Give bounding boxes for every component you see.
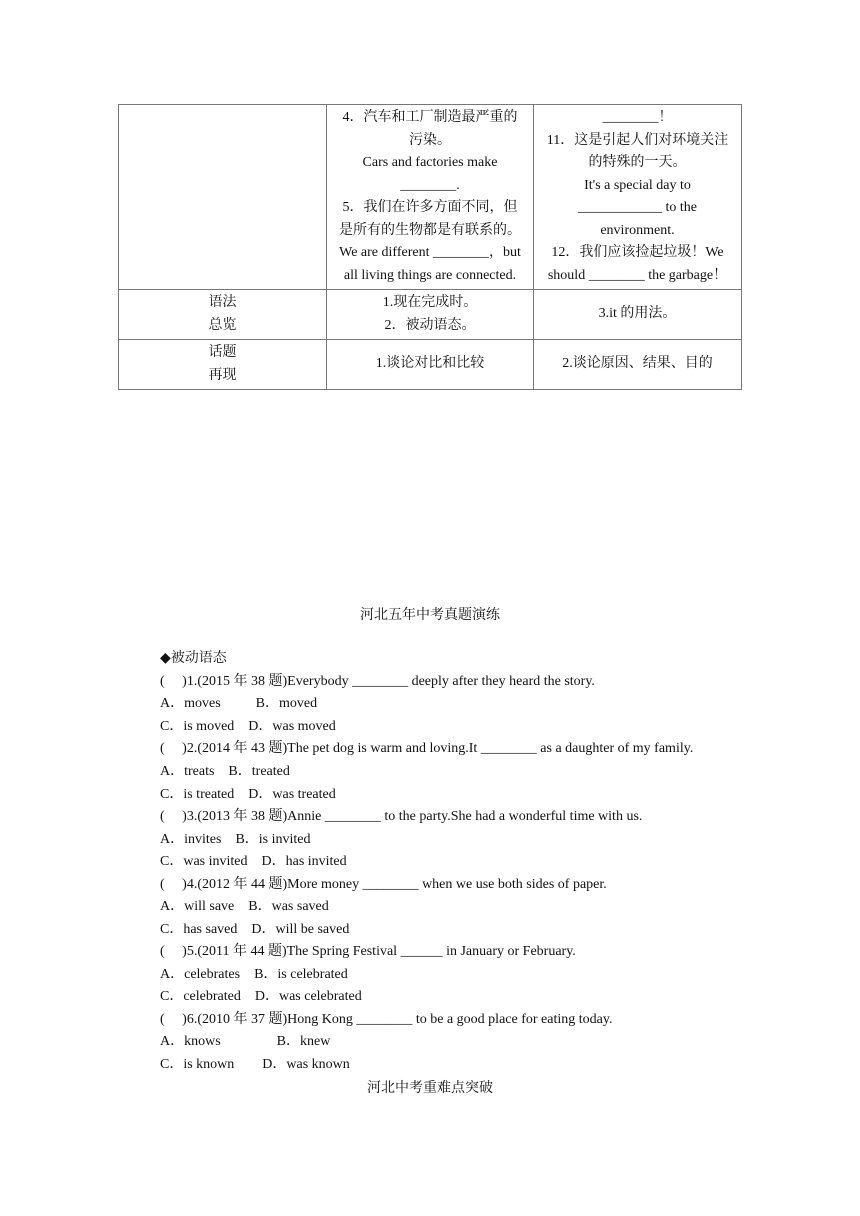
cell-line: environment.	[600, 222, 675, 238]
question-stem: ( )6.(2010 年 37 题)Hong Kong ________ to be a good place for eating today.	[160, 1012, 613, 1027]
cell-line: 2.谈论原因、结果、目的	[562, 356, 713, 372]
table-row	[119, 340, 742, 390]
cell-line: 的特殊的一天。	[588, 155, 687, 170]
cell-line: We are different ________，but	[339, 245, 521, 260]
question-options: C．was invited D．has invited	[160, 854, 347, 869]
table-row	[119, 290, 742, 340]
table-cell-empty	[119, 105, 327, 290]
table-cell-sentences-4-5	[327, 105, 534, 290]
row-label-line: 再现	[208, 367, 237, 383]
question-stem: ( )1.(2015 年 38 题)Everybody ________ deeply after they heard the story.	[160, 674, 595, 689]
topic-item-1	[327, 340, 534, 390]
cell-line: 污染。	[408, 132, 451, 148]
question-stem: ( )2.(2014 年 43 题)The pet dog is warm and loving.It ________ as a daughter of my family.	[160, 741, 694, 756]
question-options: A．knows B．knew	[160, 1034, 331, 1049]
section-title: 河北五年中考真题演练	[360, 608, 500, 623]
cell-line: all living things are connected.	[343, 267, 517, 283]
cell-line: 是所有的生物都是有联系的。	[338, 222, 521, 238]
row-label-line: 话题	[208, 345, 237, 360]
table-row	[119, 105, 742, 290]
cell-line: 1.现在完成时。	[382, 295, 478, 310]
question-options: A．invites B．is invited	[160, 832, 311, 847]
cell-line: 11．这是引起人们对环境关注	[546, 132, 729, 148]
grammar-item-3	[533, 290, 741, 340]
cell-line: 4．汽车和工厂制造最严重的	[342, 110, 518, 125]
cell-line: ________.	[400, 177, 460, 193]
cell-line: 3.it 的用法。	[598, 306, 677, 322]
question-stem: ( )4.(2012 年 44 题)More money ________ when we use both sides of paper.	[160, 877, 607, 892]
question-options: C．is treated D．was treated	[160, 787, 336, 802]
row-label-line: 总览	[208, 317, 237, 333]
cell-line: 5．我们在许多方面不同，但	[342, 200, 518, 215]
cell-line: Cars and factories make	[362, 155, 498, 170]
question-options: A．treats B．treated	[160, 764, 290, 779]
cell-line: should ________ the garbage！	[547, 267, 728, 283]
question-stem: ( )3.(2013 年 38 题)Annie ________ to the party.She had a wonderful time with us.	[160, 809, 643, 824]
question-options: A．will save B．was saved	[160, 899, 329, 914]
row-label-topic	[119, 340, 327, 390]
question-options: C．has saved D．will be saved	[160, 922, 350, 937]
topic-heading: ◆被动语态	[160, 651, 227, 666]
question-stem: ( )5.(2011 年 44 题)The Spring Festival ______ in January or February.	[160, 944, 576, 959]
question-options: A．moves B．moved	[160, 696, 318, 711]
cell-line: ________！	[602, 110, 673, 125]
question-options: C．is moved D．was moved	[160, 719, 336, 734]
footer-title: 河北中考重难点突破	[367, 1081, 493, 1096]
summary-table	[118, 104, 742, 390]
row-label-line: 语法	[208, 295, 237, 310]
grammar-items	[327, 290, 534, 340]
topic-item-2	[533, 340, 741, 390]
cell-line: 1.谈论对比和比较	[375, 356, 485, 372]
cell-line: 12．我们应该捡起垃圾！We	[551, 245, 724, 260]
cell-line: ____________ to the	[577, 200, 697, 215]
cell-line: It's a special day to	[584, 177, 691, 193]
cell-line: 2．被动语态。	[384, 317, 476, 333]
table-cell-sentences-11-12	[533, 105, 741, 290]
question-options: C．is known D．was known	[160, 1057, 350, 1072]
row-label-grammar	[119, 290, 327, 340]
question-options: C．celebrated D．was celebrated	[160, 989, 362, 1004]
question-options: A．celebrates B．is celebrated	[160, 967, 348, 982]
